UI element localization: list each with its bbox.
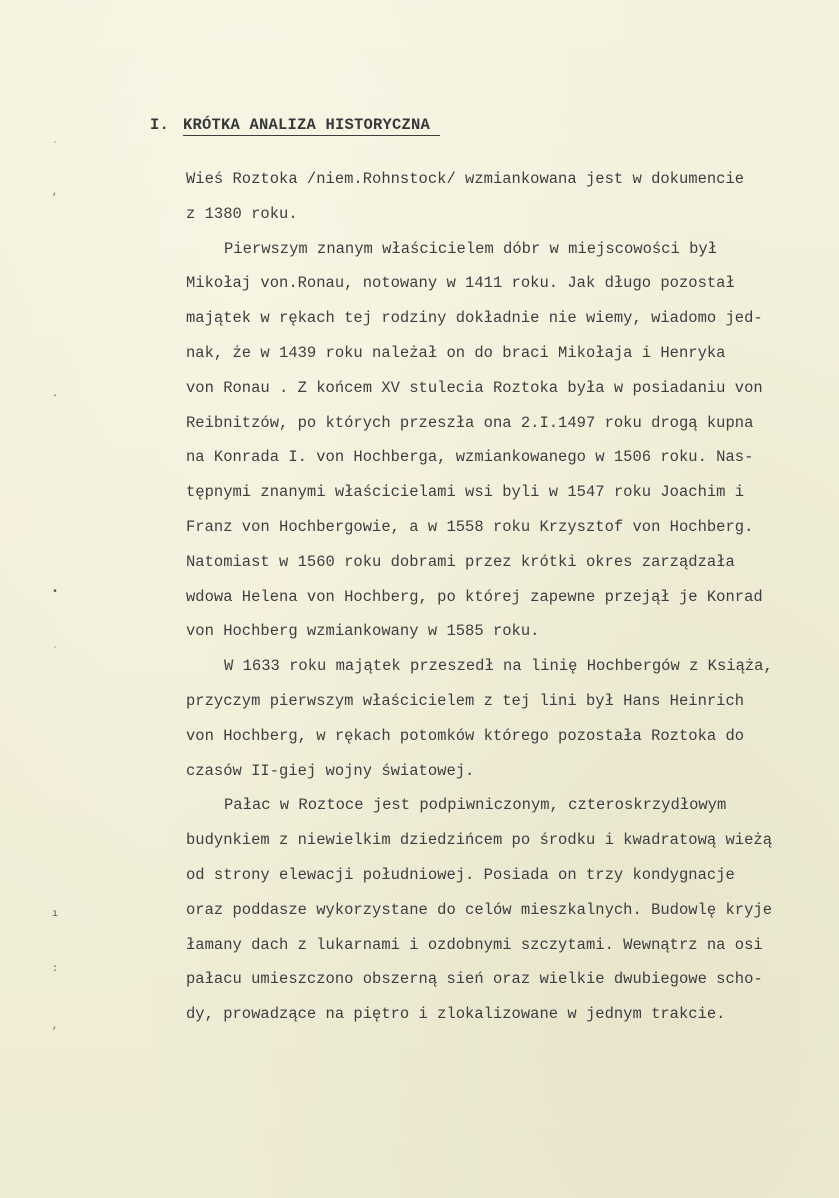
margin-mark: , <box>52 1021 59 1032</box>
text-line: łamany dach z lukarnami i ozdobnymi szczytami. Wewnątrz na osi <box>186 935 763 954</box>
text-line: Mikołaj von.Ronau, notowany w 1411 roku. Jak długo pozostał <box>186 274 735 293</box>
margin-mark: ˌ <box>52 134 59 145</box>
text-line: tępnymi znanymi właścicielami wsi byli w 1547 roku Joachim i <box>186 483 745 502</box>
margin-mark: • <box>52 587 59 598</box>
section-title: KRÓTKA ANALIZA HISTORYCZNA <box>183 116 440 136</box>
margin-mark: : <box>52 964 59 975</box>
body-text <box>186 162 814 1032</box>
text-line: Franz von Hochbergowie, a w 1558 roku Krzysztof von Hochberg. <box>186 517 754 536</box>
text-line: od strony elewacji południowej. Posiada on trzy kondygnacje <box>186 865 735 884</box>
text-line: wdowa Helena von Hochberg, po której zapewne przejął je Konrad <box>186 587 763 606</box>
text-line: z 1380 roku. <box>186 204 298 223</box>
section-heading <box>150 116 440 136</box>
text-line: von Ronau . Z końcem XV stulecia Roztoka była w posiadaniu von <box>186 378 763 397</box>
text-line: Natomiast w 1560 roku dobrami przez krótki okres zarządzała <box>186 552 735 571</box>
text-line: czasów II-giej wojny światowej. <box>186 761 475 780</box>
text-line: Reibnitzów, po których przeszła ona 2.I.1497 roku drogą kupna <box>186 413 754 432</box>
section-number: I. <box>150 116 170 134</box>
text-line: Pałac w Roztoce jest podpiwniczonym, czteroskrzydłowym <box>224 796 727 815</box>
margin-mark: ˌ <box>52 639 59 650</box>
text-line: dy, prowadzące na piętro i zlokalizowane w jednym trakcie. <box>186 1005 726 1024</box>
text-line: na Konrada I. von Hochberga, wzmiankowanego w 1506 roku. Nas- <box>186 448 754 467</box>
text-line: von Hochberg wzmiankowany w 1585 roku. <box>186 622 540 641</box>
text-line: oraz poddasze wykorzystane do celów mieszkalnych. Budowlę kryje <box>186 900 772 919</box>
margin-mark: ı <box>52 909 59 920</box>
text-line: nak, że w 1439 roku należał on do braci Mikołaja i Henryka <box>186 343 726 362</box>
text-line: von Hochberg, w rękach potomków którego pozostała Roztoka do <box>186 726 745 745</box>
text-line: budynkiem z niewielkim dziedzińcem po środku i kwadratową wieżą <box>186 831 772 850</box>
text-line: W 1633 roku majątek przeszedł na linię Hochbergów z Książa, <box>224 657 773 676</box>
text-line: Pierwszym znanym właścicielem dóbr w miejscowości był <box>224 239 717 258</box>
text-line: majątek w rękach tej rodziny dokładnie nie wiemy, wiadomo jed- <box>186 309 763 328</box>
margin-mark: · <box>52 391 59 402</box>
text-line: pałacu umieszczono obszerną sień oraz wielkie dwubiegowe scho- <box>186 970 763 989</box>
margin-mark: , <box>52 187 59 198</box>
text-line: przyczym pierwszym właścicielem z tej lini był Hans Heinrich <box>186 691 745 710</box>
text-line: Wieś Roztoka /niem.Rohnstock/ wzmiankowana jest w dokumencie <box>186 170 745 188</box>
